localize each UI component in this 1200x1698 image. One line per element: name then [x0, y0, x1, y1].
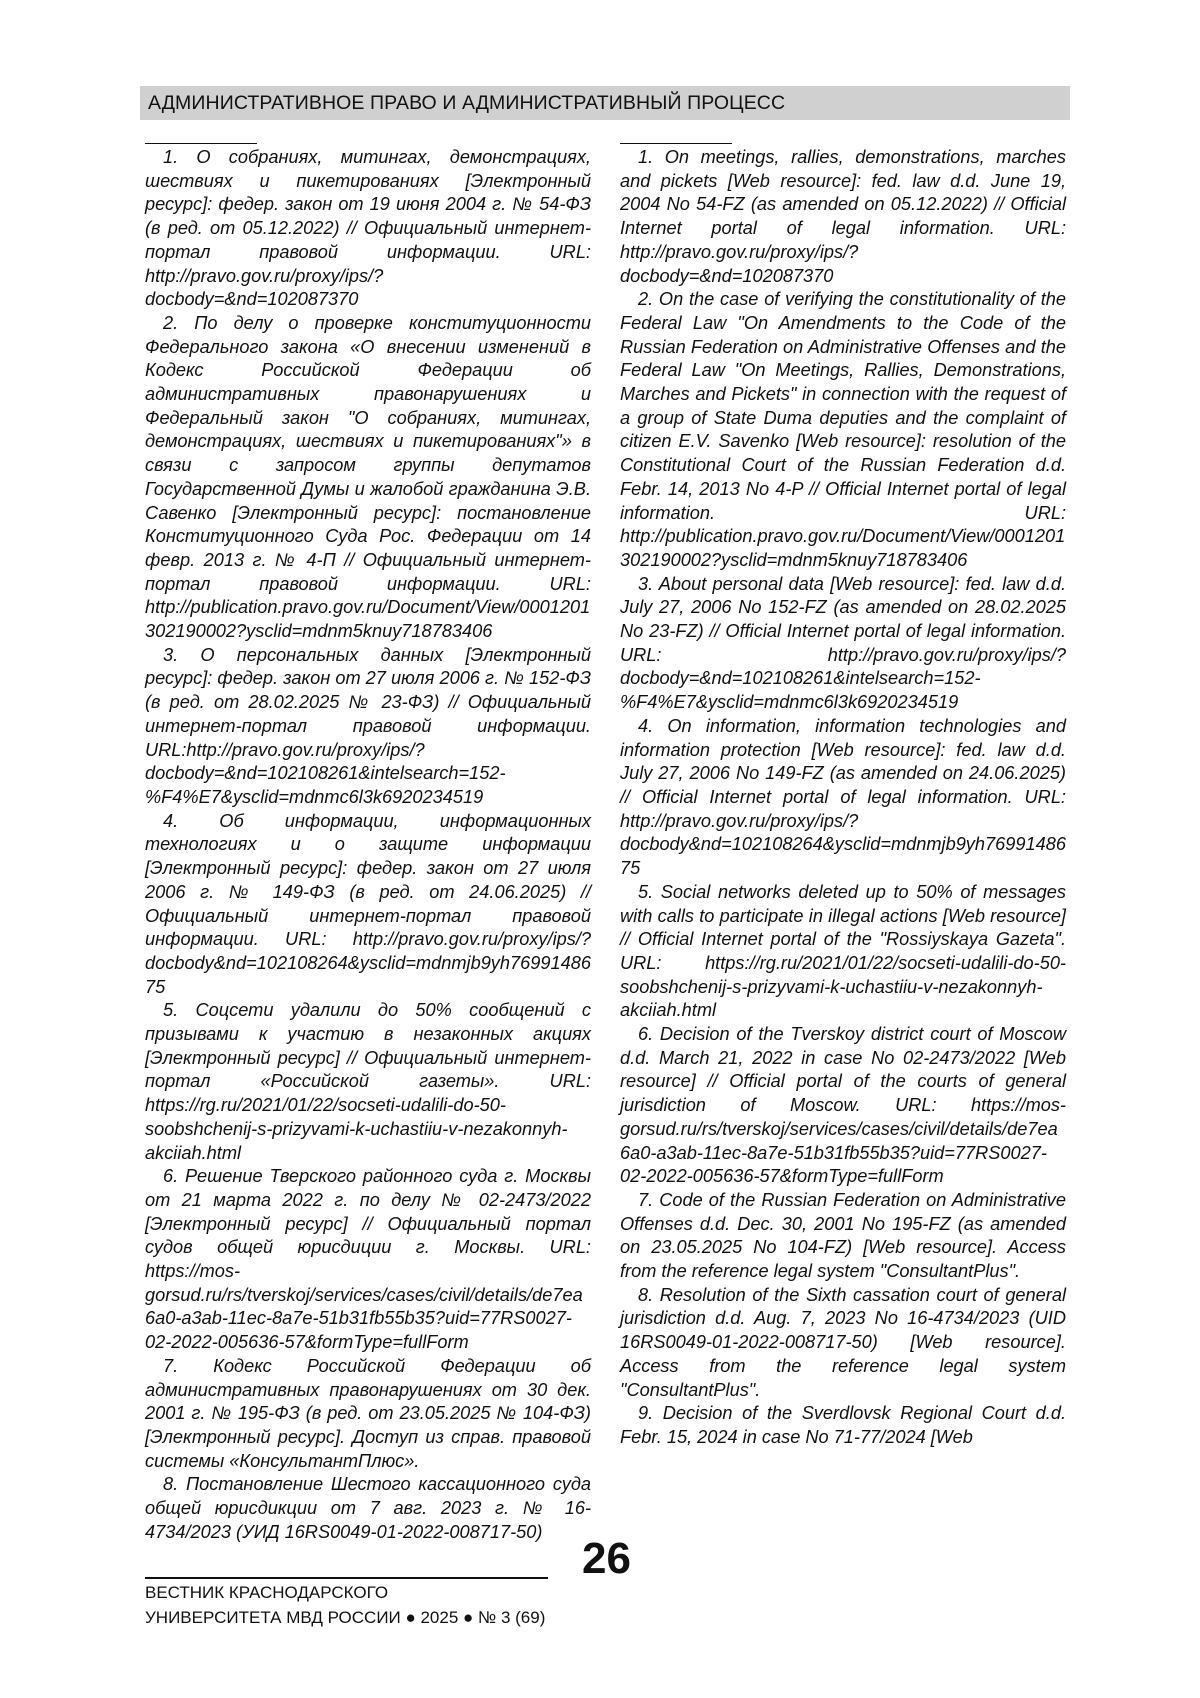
page-number: 26	[582, 1534, 631, 1583]
reference-item: 2. On the case of verifying the constitutionality of the Federal Law "On Amendments to the Code of the Russian Federation on Administrative Offenses and the Federal Law "On Meetings, Rallies, Demonstrations, Marches and Pickets" in connection with the request of a group of State Duma deputies and the complaint of citizen E.V. Savenko [Web resource]: resolution of the Constitutional Court of the Russian Federation d.d. Febr. 14, 2013 No 4-P // Official Internet portal of legal information. URL: http://publication.pravo.gov.ru/Document/View/0001201302190002?ysclid=mdnm5knuy718783406	[620, 289, 1066, 570]
reference-item: 8. Resolution of the Sixth cassation court of general jurisdiction d.d. Aug. 7, 2023 No 16-4734/2023 (UID 16RS0049-01-2022-008717-50) [Web resource]. Access from the reference legal system "ConsultantPlus".	[620, 1284, 1066, 1400]
reference-item: 3. О персональных данных [Электронный ресурс]: федер. закон от 27 июля 2006 г. № 152-ФЗ (в ред. от 28.02.2025 № 23-ФЗ) // Официальный интернет-портал правовой информации. URL:http://pravo.gov.ru/proxy/ips/?docbody=&nd=102108261&intelsearch=152-%F4%E7&ysclid=mdnmc6l3k6920234519	[145, 644, 591, 807]
reference-item: 1. On meetings, rallies, demonstrations, marches and pickets [Web resource]: fed. law d.d. June 19, 2004 No 54-FZ (as amended on 05.12.2022) // Official Internet portal of legal information. URL: http://pravo.gov.ru/proxy/ips/?docbody=&nd=102087370	[620, 147, 1066, 286]
reference-item: 2. По делу о проверке конституционности Федерального закона «О внесении изменений в Кодекс Российской Федерации об административных правонарушениях и Федеральный закон "О собраниях, митингах, демонстрациях, шествиях и пикетированиях"» в связи с запросом группы депутатов Государственной Думы и жалобой гражданина Э.В. Савенко [Электронный ресурс]: постановление Конституционного Суда Рос. Федерации от 14 февр. 2013 г. № 4-П // Официальный интернет-портал правовой информации. URL: http://publication.pravo.gov.ru/Document/View/0001201302190002?ysclid=mdnm5knuy718783406	[145, 312, 591, 642]
reference-item: 1. О собраниях, митингах, демонстрациях, шествиях и пикетированиях [Электронный ресурс]: федер. закон от 19 июня 2004 г. № 54-ФЗ (в ред. от 05.12.2022) // Официальный интернет-портал правовой информации. URL: http://pravo.gov.ru/proxy/ips/?docbody=&nd=102087370	[145, 147, 591, 310]
reference-item: 6. Decision of the Tverskoy district court of Moscow d.d. March 21, 2022 in case No 02-2473/2022 [Web resource] // Official portal of the courts of general jurisdiction of Moscow. URL: https://mos-gorsud.ru/rs/tverskoj/services/cases/civil/details/de7ea6a0-a3ab-11ec-8a7e-51b31fb55b35?uid=77RS0027-02-2022-005636-57&formType=fullForm	[620, 1024, 1066, 1187]
reference-item: 9. Decision of the Sverdlovsk Regional Court d.d. Febr. 15, 2024 in case No 71-77/2024 [Web	[620, 1403, 1066, 1447]
footer-rule	[145, 1577, 548, 1579]
reference-item: 5. Social networks deleted up to 50% of messages with calls to participate in illegal actions [Web resource] // Official Internet portal of the "Rossiyskaya Gazeta". URL: https://rg.ru/2021/01/22/socseti-udalili-do-50-soobshchenij-s-prizyvami-k-uchastiiu-v-nezakonnyh-akciiah.html	[620, 881, 1066, 1021]
section-title: АДМИНИСТРАТИВНОЕ ПРАВО И АДМИНИСТРАТИВНЫЙ ПРОЦЕСС	[148, 92, 786, 114]
references-english-column	[620, 146, 1066, 1450]
footnote-rule-right	[620, 143, 732, 144]
reference-item: 4. On information, information technologies and information protection [Web resource]: fed. law d.d. July 27, 2006 No 149-FZ (as amended on 24.06.2025) // Official Internet portal of legal information. URL: http://pravo.gov.ru/proxy/ips/?docbody&nd=102108264&ysclid=mdnmjb9yh7699148675	[620, 715, 1066, 879]
journal-title-line2: УНИВЕРСИТЕТА МВД РОССИИ ● 2025 ● № 3 (69)	[145, 1608, 546, 1627]
reference-item: 6. Решение Тверского районного суда г. Москвы от 21 марта 2022 г. по делу № 02-2473/2022 [Электронный ресурс] // Официальный портал судов общей юрисдиции г. Москвы. URL: https://mos-gorsud.ru/rs/tverskoj/services/cases/civil/details/de7ea6a0-a3ab-11ec-8a7e-51b31fb55b35?uid=77RS0027-02-2022-005636-57&formType=fullForm	[145, 1166, 591, 1353]
reference-item: 5. Соцсети удалили до 50% сообщений с призывами к участию в незаконных акциях [Электронный ресурс] // Официальный интернет-портал «Российской газеты». URL: https://rg.ru/2021/01/22/socseti-udalili-do-50-soobshchenij-s-prizyvami-k-uchastiiu-v-nezakonnyh-akciiah.html	[145, 1000, 591, 1163]
references-russian-column	[145, 146, 591, 1544]
reference-item: 7. Кодекс Российской Федерации об административных правонарушениях от 30 дек. 2001 г. № 195-ФЗ (в ред. от 23.05.2025 № 104-ФЗ) [Электронный ресурс]. Доступ из справ. правовой системы «КонсультантПлюс».	[145, 1355, 591, 1471]
reference-item: 8. Постановление Шестого кассационного суда общей юрисдикции от 7 авг. 2023 г. № 16-4734/2023 (УИД 16RS0049-01-2022-008717-50)	[145, 1474, 591, 1542]
reference-item: 3. About personal data [Web resource]: fed. law d.d. July 27, 2006 No 152-FZ (as amended on 28.02.2025 No 23-FZ) // Official Internet portal of legal information. URL: http://pravo.gov.ru/proxy/ips/?docbody=&nd=102108261&intelsearch=152-%F4%E7&ysclid=mdnmc6l3k6920234519	[620, 573, 1066, 713]
footnote-rule-left	[145, 143, 257, 144]
journal-title-line1: ВЕСТНИК КРАСНОДАРСКОГО	[145, 1583, 389, 1602]
reference-item: 7. Code of the Russian Federation on Administrative Offenses d.d. Dec. 30, 2001 No 195-FZ (as amended on 23.05.2025 No 104-FZ) [Web resource]. Access from the reference legal system "ConsultantPlus".	[620, 1189, 1066, 1282]
reference-item: 4. Об информации, информационных технологиях и о защите информации [Электронный ресурс]: федер. закон от 27 июля 2006 г. № 149-ФЗ (в ред. от 24.06.2025) // Официальный интернет-портал правовой информации. URL: http://pravo.gov.ru/proxy/ips/?docbody&nd=102108264&ysclid=mdnmjb9yh7699148675	[145, 810, 591, 997]
